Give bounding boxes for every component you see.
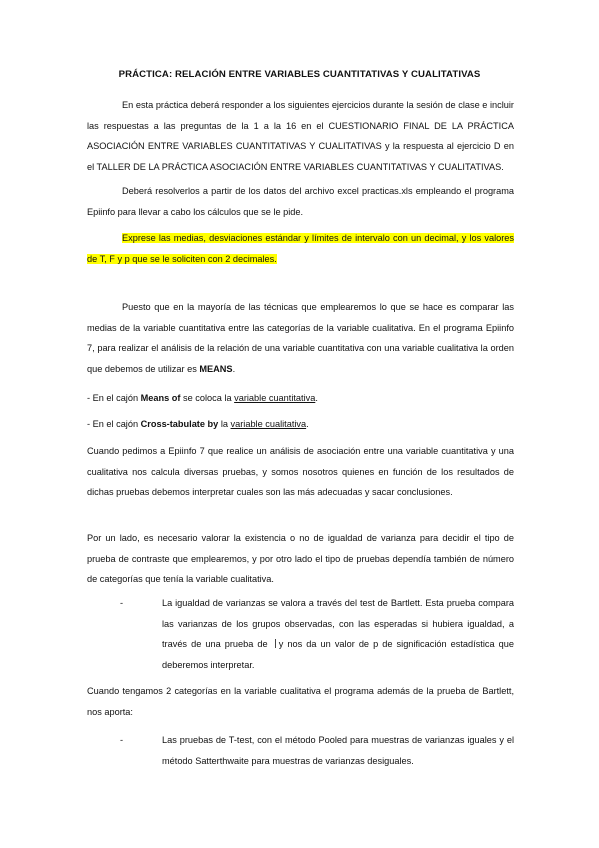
means-of-mid: se coloca la <box>183 393 232 403</box>
chi-square-symbol-icon <box>275 639 276 648</box>
analysis-paragraph: Cuando pedimos a Epiinfo 7 que realice un análisis de asociación entre una variable cuantitativa y una cualitativa nos calcula diversas pruebas, y somos nosotros quienes en función de los resultados de dichas pruebas debemos interpretar cuales son las más adecuadas y sacar conclusiones. <box>87 446 514 498</box>
means-paragraph-text: Puesto que en la mayoría de las técnicas que emplearemos lo que se hace es comparar las medias de la variable cuantitativa entre las categorías de la variable cualitativa. En el programa Epiinfo 7, para realizar el análisis de la relación de una variable cuantitativa con una variable cualitativa la orden que debemos de utilizar es <box>87 302 514 374</box>
cross-tab-label: Cross-tabulate by <box>140 419 219 429</box>
ttest-bullet: Las pruebas de T-test, con el método Pooled para muestras de varianzas iguales y el método Satterthwaite para muestras de varianzas desiguales. <box>162 735 514 766</box>
bullet-dash: - <box>120 598 124 608</box>
qualitative-variable: variable cualitativa <box>230 419 307 429</box>
variance-paragraph: Por un lado, es necesario valorar la existencia o no de igualdad de varianza para decidir el tipo de prueba de contraste que emplearemos, y por otro lado el tipo de pruebas dependía también de número de categorías que tenía la variable cualitativa. <box>87 533 514 585</box>
bartlett-bullet <box>162 593 514 675</box>
instructions-paragraph: Deberá resolverlos a partir de los datos del archivo excel practicas.xls empleando el programa Epiinfo para llevar a cabo los cálculos que se le pide. <box>87 186 514 217</box>
cross-tab-paragraph: - En el cajón Cross-tabulate by la variable cualitativa. <box>87 419 309 429</box>
means-paragraph: Puesto que en la mayoría de las técnicas que emplearemos lo que se hace es comparar las medias de la variable cuantitativa entre las categorías de la variable cualitativa. En el programa Epiinfo 7, para realizar el análisis de la relación de una variable cuantitativa con una variable cualitativa la orden que debemos de utilizar es MEANS. <box>87 302 514 374</box>
cross-tab-prefix: - En el cajón <box>87 419 139 429</box>
means-of-prefix: - En el cajón <box>87 393 139 403</box>
highlighted-text: Exprese las medias, desviaciones estándar y límites de intervalo con un decimal, y los valores de T, F y p que se le soliciten con 2 decimales. <box>87 233 514 264</box>
means-of-label: Means of <box>140 393 181 403</box>
quantitative-variable: variable cuantitativa <box>234 393 316 403</box>
means-of-paragraph: - En el cajón Means of se coloca la variable cuantitativa. <box>87 393 318 403</box>
bartlett-text: La igualdad de varianzas se valora a través del test de Bartlett. Esta prueba compara las varianzas de los grupos observadas, con las esperadas si hubiera igualdad, a través de una prueba de <box>162 598 514 650</box>
cross-tab-mid: la <box>220 419 228 429</box>
page-title: PRÁCTICA: RELACIÓN ENTRE VARIABLES CUANTITATIVAS Y CUALITATIVAS <box>118 69 481 80</box>
bullet-dash: - <box>120 735 124 745</box>
means-command: MEANS <box>199 363 233 374</box>
two-categories-paragraph: Cuando tengamos 2 categorías en la variable cualitativa el programa además de la prueba de Bartlett, nos aporta: <box>87 686 514 717</box>
intro-paragraph: En esta práctica deberá responder a los siguientes ejercicios durante la sesión de clase e incluir las respuestas a las preguntas de la 1 a la 16 en el CUESTIONARIO FINAL DE LA PRÁCTICA ASOCIACIÓN ENTRE VARIABLES CUANTITATIVAS Y CUALITATIVAS y la respuesta al ejercicio D en el TALLER DE LA PRÁCTICA ASOCIACIÓN ENTRE VARIABLES CUANTITATIVAS Y CUALITATIVAS. <box>87 100 514 172</box>
highlight-paragraph <box>87 228 514 269</box>
bartlett-text-end: y nos da un valor de p de significación estadística que deberemos interpretar. <box>162 639 514 670</box>
